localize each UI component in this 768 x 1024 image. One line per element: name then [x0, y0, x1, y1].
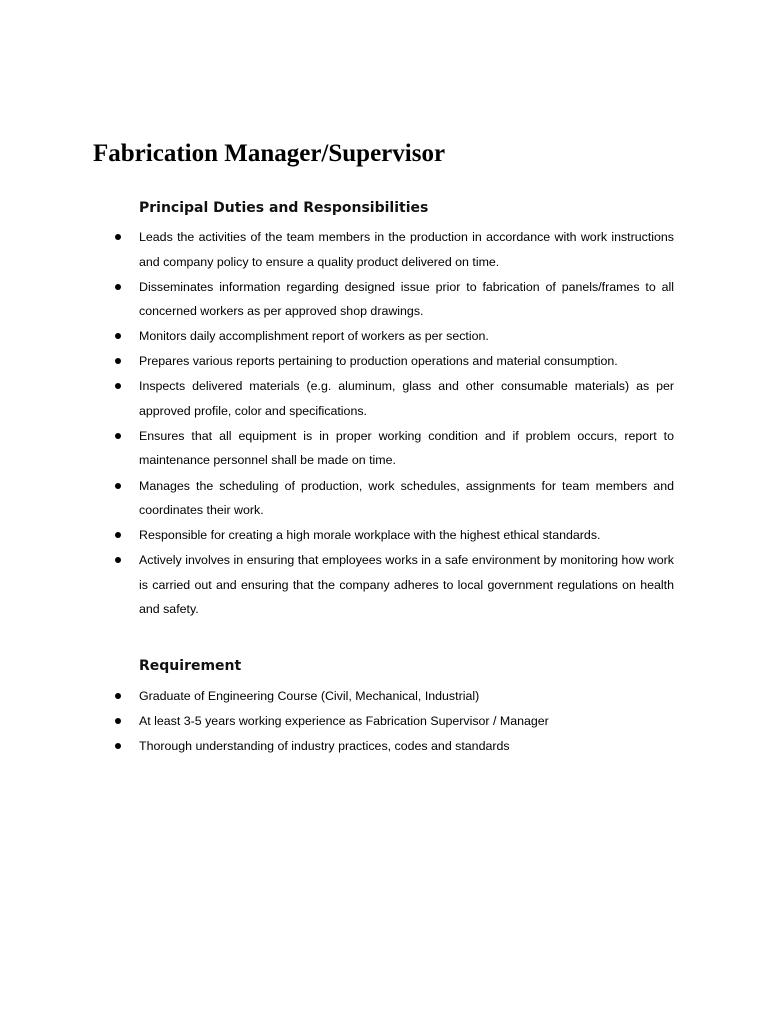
list-item: [112, 709, 674, 734]
list-item: [112, 374, 674, 423]
requirement-heading: Requirement: [139, 658, 242, 674]
list-item: [112, 275, 674, 324]
bullet-icon: [115, 333, 121, 339]
bullet-icon: [115, 284, 121, 290]
bullet-icon: [115, 433, 121, 439]
list-item-text: Leads the activities of the team members in the production in accordance with work instructions and company policy to ensure a quality product delivered on time.: [139, 230, 674, 269]
list-item-text: Monitors daily accomplishment report of workers as per section.: [139, 329, 489, 344]
bullet-icon: [115, 234, 121, 240]
list-item: [112, 734, 674, 759]
list-item-text: Manages the scheduling of production, work schedules, assignments for team members and coordinates their work.: [139, 478, 674, 518]
list-item-text: Graduate of Engineering Course (Civil, Mechanical, Industrial): [139, 689, 480, 703]
list-item-text: Actively involves in ensuring that employees works in a safe environment by monitoring how work is carried out and ensuring that the company adheres to local government regulations on health and safety.: [139, 553, 674, 617]
bullet-icon: [115, 743, 121, 749]
list-item: [112, 324, 674, 349]
bullet-icon: [115, 358, 121, 364]
list-item-text: Ensures that all equipment is in proper working condition and if problem occurs, report to maintenance personnel shall be made on time.: [139, 428, 674, 468]
list-item: [112, 474, 674, 523]
bullet-icon: [115, 532, 121, 538]
list-item: [112, 548, 674, 622]
bullet-icon: [115, 483, 121, 489]
bullet-icon: [115, 693, 121, 699]
duties-list: [112, 225, 674, 622]
requirements-list: [112, 684, 674, 759]
list-item: [112, 349, 674, 374]
bullet-icon: [115, 557, 121, 563]
duties-heading: Principal Duties and Responsibilities: [139, 200, 429, 216]
list-item-text: Disseminates information regarding designed issue prior to fabrication of panels/frames to all concerned workers as per approved shop drawings.: [139, 279, 674, 319]
list-item: [112, 424, 674, 473]
list-item-text: Inspects delivered materials (e.g. aluminum, glass and other consumable materials) as per approved profile, color and specifications.: [139, 379, 674, 418]
list-item-text: At least 3-5 years working experience as Fabrication Supervisor / Manager: [139, 714, 549, 729]
list-item-text: Responsible for creating a high morale workplace with the highest ethical standards.: [139, 528, 601, 543]
list-item: [112, 684, 674, 709]
list-item: [112, 523, 674, 548]
bullet-icon: [115, 383, 121, 389]
bullet-icon: [115, 718, 121, 724]
list-item-text: Prepares various reports pertaining to production operations and material consumption.: [139, 354, 618, 369]
list-item-text: Thorough understanding of industry practices, codes and standards: [139, 739, 510, 754]
document-title: Fabrication Manager/Supervisor: [93, 140, 446, 167]
list-item: [112, 225, 674, 274]
